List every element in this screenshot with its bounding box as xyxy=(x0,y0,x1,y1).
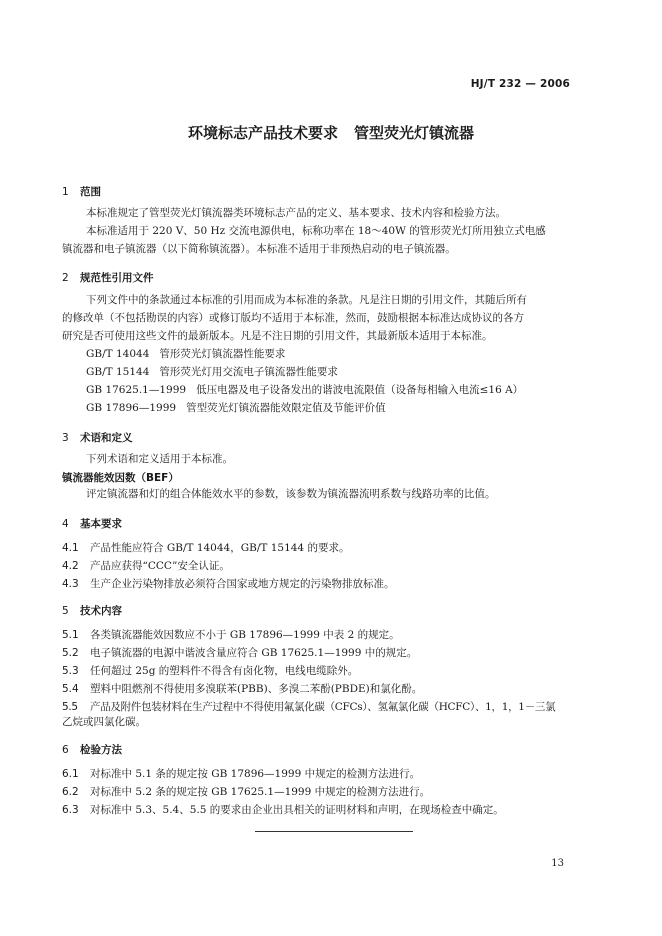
clause-item: 4.2 产品应获得“CCC”安全认证。 xyxy=(62,560,230,572)
term-definition: 评定镇流器和灯的组合体能效水平的参数，该参数为镇流器流明系数与线路功率的比值。 xyxy=(86,488,496,500)
clause-item: 5.1 各类镇流器能效因数应不小于 GB 17896—1999 中表 2 的规定。 xyxy=(62,629,400,641)
title-part-1: 环境标志产品技术要求 xyxy=(187,124,338,142)
term-title: 镇流器能效因数（BEF） xyxy=(62,472,179,484)
title-part-2: 管型荧光灯镇流器 xyxy=(354,124,475,142)
clause-item: 5.4 塑料中阻燃剂不得使用多溴联苯(PBB)、多溴二苯酚(PBDE)和氯化酚。 xyxy=(62,683,423,695)
paragraph: 下列文件中的条款通过本标准的引用而成为本标准的条款。凡是注日期的引用文件，其随后所有 xyxy=(86,294,527,306)
page-number: 13 xyxy=(551,858,564,869)
clause-item: 5.2 电子镇流器的电源中谐波含量应符合 GB 17625.1—1999 中的规定。 xyxy=(62,647,418,659)
paragraph: 本标准规定了管型荧光灯镇流器类环境标志产品的定义、基本要求、技术内容和检验方法。 xyxy=(86,207,506,219)
reference-item: GB 17625.1—1999 低压电器及电子设备发出的谐波电流限值（设备每相输入电流≤16 A） xyxy=(86,384,524,396)
section-heading-3: 3 术语和定义 xyxy=(62,432,133,444)
page-title xyxy=(0,122,662,143)
clause-item: 4.1 产品性能应符合 GB/T 14044，GB/T 15144 的要求。 xyxy=(62,542,350,554)
section-heading-2: 2 规范性引用文件 xyxy=(62,272,154,284)
paragraph: 的修改单（不包括勘误的内容）或修订版均不适用于本标准，然而，鼓励根据本标准达成协议的各方 xyxy=(62,312,524,324)
reference-item: GB 17896—1999 管型荧光灯镇流器能效限定值及节能评价值 xyxy=(86,402,386,414)
clause-item: 5.3 任何超过 25g 的塑料件不得含有卤化物，电线电缆除外。 xyxy=(62,665,359,677)
clause-item: 4.3 生产企业污染物排放必须符合国家或地方规定的污染物排放标准。 xyxy=(62,578,395,590)
section-heading-5: 5 技术内容 xyxy=(62,605,122,617)
paragraph: 本标准适用于 220 V、50 Hz 交流电源供电，标称功率在 18～40W 的管形荧光灯所用独立式电感 xyxy=(86,225,546,237)
clause-continuation: 乙烷或四氯化碳。 xyxy=(62,716,146,728)
clause-item: 6.1 对标准中 5.1 条的规定按 GB 17896—1999 中规定的检测方法进行。 xyxy=(62,768,421,780)
section-heading-1: 1 范围 xyxy=(62,186,101,198)
clause-item: 5.5 产品及附件包装材料在生产过程中不得使用氟氯化碳（CFCs）、氢氟氯化碳（HCFC）、1，1，1－三氯 xyxy=(62,701,556,713)
standard-code: HJ/T 232 — 2006 xyxy=(470,78,570,90)
clause-item: 6.3 对标准中 5.3、5.4、5.5 的要求由企业出具相关的证明材料和声明，在现场检查中确定。 xyxy=(62,804,504,816)
section-heading-6: 6 检验方法 xyxy=(62,744,122,756)
paragraph: 镇流器和电子镇流器（以下简称镇流器）。本标准不适用于非预热启动的电子镇流器。 xyxy=(62,243,456,255)
section-heading-4: 4 基本要求 xyxy=(62,518,122,530)
paragraph: 研究是否可使用这些文件的最新版本。凡是不注日期的引用文件，其最新版本适用于本标准。 xyxy=(62,330,493,342)
clause-item: 6.2 对标准中 5.2 条的规定按 GB 17625.1—1999 中规定的检测方法进行。 xyxy=(62,786,431,798)
reference-item: GB/T 15144 管形荧光灯用交流电子镇流器性能要求 xyxy=(86,366,338,378)
end-rule xyxy=(255,831,413,832)
paragraph: 下列术语和定义适用于本标准。 xyxy=(86,453,233,465)
reference-item: GB/T 14044 管形荧光灯镇流器性能要求 xyxy=(86,348,286,360)
